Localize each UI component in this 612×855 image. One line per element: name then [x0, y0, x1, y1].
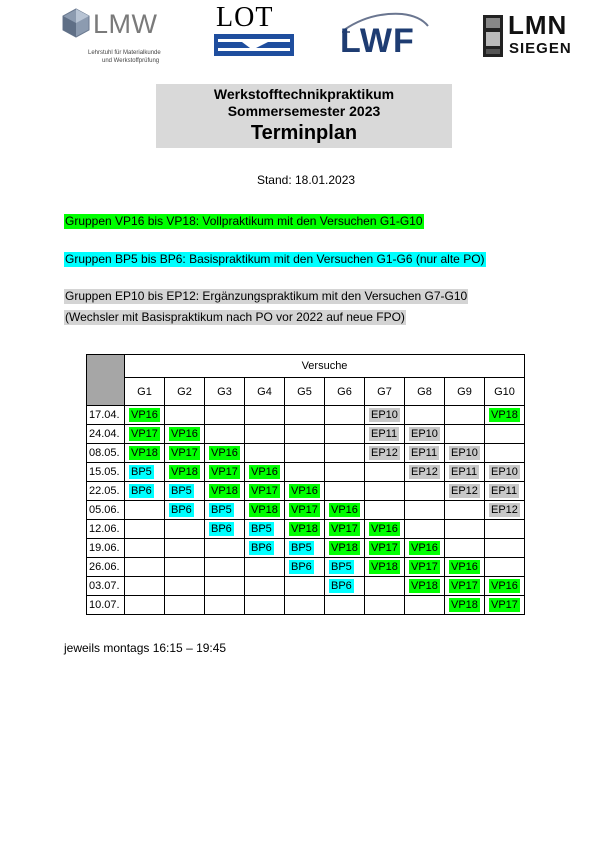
table-cell	[285, 463, 325, 482]
table-cell	[245, 425, 285, 444]
table-row	[87, 558, 525, 577]
table-row	[87, 596, 525, 615]
table-row	[87, 482, 525, 501]
lot-emblem-icon	[212, 32, 298, 58]
table-row	[87, 501, 525, 520]
table-cell	[405, 596, 445, 615]
table-cell	[445, 444, 485, 463]
table-row	[87, 539, 525, 558]
group-chip: VP17	[491, 599, 518, 611]
column-header-g4: G4	[245, 378, 285, 406]
row-date: 08.05.	[87, 444, 125, 463]
column-header-g9: G9	[445, 378, 485, 406]
group-chip: BP6	[291, 561, 312, 573]
group-chip: VP17	[291, 504, 318, 516]
lmw-subtitle-2: und Werkstoffprüfung	[102, 58, 160, 64]
table-cell	[445, 539, 485, 558]
group-chip: VP17	[451, 580, 478, 592]
column-header-g8: G8	[405, 378, 445, 406]
table-cell	[485, 482, 525, 501]
table-cell	[245, 482, 285, 501]
group-chip: VP16	[491, 580, 518, 592]
table-cell	[165, 596, 205, 615]
group-chip: EP12	[411, 466, 438, 478]
group-chip: VP17	[171, 447, 198, 459]
group-chip: VP18	[131, 447, 158, 459]
table-cell	[485, 463, 525, 482]
table-cell	[285, 482, 325, 501]
table-cell	[325, 444, 365, 463]
title-box	[156, 84, 452, 148]
table-cell	[405, 425, 445, 444]
group-chip: VP16	[331, 504, 358, 516]
table-cell	[365, 558, 405, 577]
row-date: 17.04.	[87, 406, 125, 425]
table-cell	[405, 482, 445, 501]
table-cell	[445, 596, 485, 615]
group-chip: VP17	[211, 466, 238, 478]
table-cell	[445, 482, 485, 501]
table-cell	[405, 577, 445, 596]
group-chip: EP10	[451, 447, 478, 459]
table-cell	[325, 406, 365, 425]
table-cell	[165, 520, 205, 539]
table-cell	[365, 406, 405, 425]
lmn-machine-icon	[482, 14, 504, 58]
column-header-g5: G5	[285, 378, 325, 406]
logo-bar	[0, 0, 612, 70]
table-cell	[365, 463, 405, 482]
row-date: 22.05.	[87, 482, 125, 501]
row-date: 10.07.	[87, 596, 125, 615]
group-chip: VP18	[371, 561, 398, 573]
column-header-g3: G3	[205, 378, 245, 406]
table-cell	[205, 482, 245, 501]
footer-note: jeweils montags 16:15 – 19:45	[64, 641, 227, 655]
table-cell	[485, 596, 525, 615]
row-date: 26.06.	[87, 558, 125, 577]
table-cell	[325, 539, 365, 558]
table-cell	[285, 539, 325, 558]
table-cell	[325, 596, 365, 615]
table-cell	[165, 501, 205, 520]
group-chip: VP16	[131, 409, 158, 421]
table-cell	[245, 501, 285, 520]
lot-logo-text: LOT	[216, 2, 274, 33]
column-header-g10: G10	[485, 378, 525, 406]
column-header-g2: G2	[165, 378, 205, 406]
table-cell	[205, 558, 245, 577]
group-chip: EP11	[371, 428, 398, 440]
group-chip: VP17	[331, 523, 358, 535]
group-chip: BP5	[211, 504, 232, 516]
row-date: 15.05.	[87, 463, 125, 482]
lmw-hexagon-icon	[62, 8, 90, 38]
table-cell	[365, 501, 405, 520]
row-date: 24.04.	[87, 425, 125, 444]
group-chip: VP16	[451, 561, 478, 573]
group-chip: EP10	[411, 428, 438, 440]
group-chip: VP17	[131, 428, 158, 440]
lmw-subtitle-1: Lehrstuhl für Materialkunde	[88, 50, 161, 56]
table-cell	[245, 444, 285, 463]
group-chip: EP12	[491, 504, 518, 516]
lwf-logo	[340, 8, 430, 60]
table-cell	[245, 520, 285, 539]
table-cell	[445, 425, 485, 444]
table-cell	[125, 596, 165, 615]
table-cell	[485, 577, 525, 596]
group-chip: BP6	[331, 580, 352, 592]
table-cell	[365, 520, 405, 539]
group-chip: VP16	[371, 523, 398, 535]
group-chip: BP5	[131, 466, 152, 478]
column-header-g7: G7	[365, 378, 405, 406]
group-chip: VP16	[251, 466, 278, 478]
table-cell	[445, 406, 485, 425]
group-chip: VP17	[251, 485, 278, 497]
table-row	[87, 463, 525, 482]
group-chip: BP6	[251, 542, 272, 554]
table-cell	[125, 539, 165, 558]
group-chip: VP17	[371, 542, 398, 554]
table-cell	[445, 463, 485, 482]
table-cell	[405, 501, 445, 520]
table-cell	[365, 482, 405, 501]
table-cell	[245, 577, 285, 596]
table-row	[87, 406, 525, 425]
group-chip: VP17	[411, 561, 438, 573]
group-chip: EP10	[371, 409, 398, 421]
table-cell	[285, 501, 325, 520]
group-chip: VP18	[451, 599, 478, 611]
group-chip: BP5	[171, 485, 192, 497]
lmn-logo-subtext: SIEGEN	[509, 40, 572, 57]
table-row	[87, 520, 525, 539]
column-header-g6: G6	[325, 378, 365, 406]
table-cell	[205, 406, 245, 425]
table-cell	[165, 463, 205, 482]
table-cell	[485, 520, 525, 539]
group-chip: VP18	[171, 466, 198, 478]
group-chip: VP16	[411, 542, 438, 554]
table-cell	[365, 425, 405, 444]
group-chip: VP18	[211, 485, 238, 497]
table-cell	[125, 482, 165, 501]
table-cell	[125, 463, 165, 482]
group-chip: VP18	[331, 542, 358, 554]
group-line-ep-note: (Wechsler mit Basispraktikum nach PO vor 2022 auf neue FPO)	[65, 310, 405, 324]
table-cell	[325, 501, 365, 520]
table-cell	[205, 596, 245, 615]
lot-logo	[212, 4, 298, 60]
table-cell	[165, 406, 205, 425]
table-cell	[445, 558, 485, 577]
table-cell	[285, 520, 325, 539]
table-cell	[325, 558, 365, 577]
table-cell	[205, 501, 245, 520]
table-cell	[405, 406, 445, 425]
lmn-logo-text: LMN	[508, 10, 568, 40]
group-chip: EP11	[491, 485, 518, 497]
table-corner-cell	[87, 355, 125, 406]
group-chip: VP16	[211, 447, 238, 459]
table-cell	[125, 501, 165, 520]
table-cell	[485, 539, 525, 558]
group-chip: VP18	[291, 523, 318, 535]
group-chip: EP10	[491, 466, 518, 478]
table-cell	[245, 596, 285, 615]
table-cell	[365, 539, 405, 558]
table-cell	[245, 406, 285, 425]
group-chip: BP6	[131, 485, 152, 497]
table-cell	[285, 596, 325, 615]
table-cell	[445, 577, 485, 596]
group-chip: VP18	[491, 409, 518, 421]
table-cell	[205, 577, 245, 596]
group-chip: BP5	[331, 561, 352, 573]
table-cell	[245, 539, 285, 558]
table-cell	[165, 577, 205, 596]
table-cell	[285, 577, 325, 596]
table-cell	[245, 463, 285, 482]
table-cell	[325, 577, 365, 596]
versuche-header: Versuche	[125, 355, 525, 378]
table-cell	[125, 444, 165, 463]
group-chip: BP6	[171, 504, 192, 516]
group-chip: VP18	[411, 580, 438, 592]
table-cell	[405, 558, 445, 577]
table-cell	[125, 425, 165, 444]
lmn-logo	[482, 12, 582, 64]
column-header-g1: G1	[125, 378, 165, 406]
group-chip: BP6	[211, 523, 232, 535]
table-cell	[405, 539, 445, 558]
table-cell	[125, 577, 165, 596]
table-cell	[285, 558, 325, 577]
group-chip: EP12	[371, 447, 398, 459]
lmw-logo	[62, 6, 174, 66]
group-chip: VP18	[251, 504, 278, 516]
row-date: 03.07.	[87, 577, 125, 596]
group-chip: EP11	[451, 466, 478, 478]
table-cell	[165, 425, 205, 444]
table-cell	[325, 425, 365, 444]
table-cell	[325, 520, 365, 539]
title-line-2: Sommersemester 2023	[227, 103, 381, 119]
table-cell	[165, 539, 205, 558]
table-cell	[325, 463, 365, 482]
group-chip: VP16	[171, 428, 198, 440]
stand-date: Stand: 18.01.2023	[256, 173, 356, 187]
title-line-1: Werkstofftechnikpraktikum	[213, 86, 395, 102]
group-chip: EP11	[411, 447, 438, 459]
table-cell	[125, 520, 165, 539]
table-cell	[405, 463, 445, 482]
group-line-ep: Gruppen EP10 bis EP12: Ergänzungspraktikum mit den Versuchen G7-G10	[65, 289, 468, 303]
lmw-logo-text: LMW	[93, 9, 158, 39]
table-cell	[485, 558, 525, 577]
group-chip: VP16	[291, 485, 318, 497]
table-cell	[205, 539, 245, 558]
group-chip: BP5	[291, 542, 312, 554]
table-cell	[285, 406, 325, 425]
table-cell	[205, 444, 245, 463]
group-line-vp: Gruppen VP16 bis VP18: Vollpraktikum mit den Versuchen G1-G10	[65, 214, 423, 228]
table-row	[87, 425, 525, 444]
table-cell	[205, 463, 245, 482]
table-cell	[365, 444, 405, 463]
table-cell	[285, 444, 325, 463]
table-cell	[125, 558, 165, 577]
table-cell	[325, 482, 365, 501]
row-date: 12.06.	[87, 520, 125, 539]
table-cell	[445, 520, 485, 539]
lwf-logo-text: LWF	[340, 22, 415, 60]
table-cell	[485, 406, 525, 425]
group-chip: BP5	[251, 523, 272, 535]
table-row	[87, 444, 525, 463]
group-line-bp: Gruppen BP5 bis BP6: Basispraktikum mit den Versuchen G1-G6 (nur alte PO)	[65, 252, 485, 266]
table-cell	[365, 577, 405, 596]
table-cell	[165, 482, 205, 501]
page-title: Terminplan	[250, 122, 358, 144]
row-date: 05.06.	[87, 501, 125, 520]
table-cell	[165, 558, 205, 577]
table-row	[87, 577, 525, 596]
table-cell	[205, 520, 245, 539]
schedule-table	[86, 354, 525, 615]
table-cell	[485, 425, 525, 444]
table-cell	[165, 444, 205, 463]
table-cell	[485, 444, 525, 463]
table-cell	[205, 425, 245, 444]
table-cell	[405, 444, 445, 463]
table-cell	[485, 501, 525, 520]
table-cell	[405, 520, 445, 539]
table-cell	[445, 501, 485, 520]
table-cell	[125, 406, 165, 425]
table-cell	[245, 558, 285, 577]
table-cell	[365, 596, 405, 615]
group-chip: EP12	[451, 485, 478, 497]
table-cell	[285, 425, 325, 444]
row-date: 19.06.	[87, 539, 125, 558]
